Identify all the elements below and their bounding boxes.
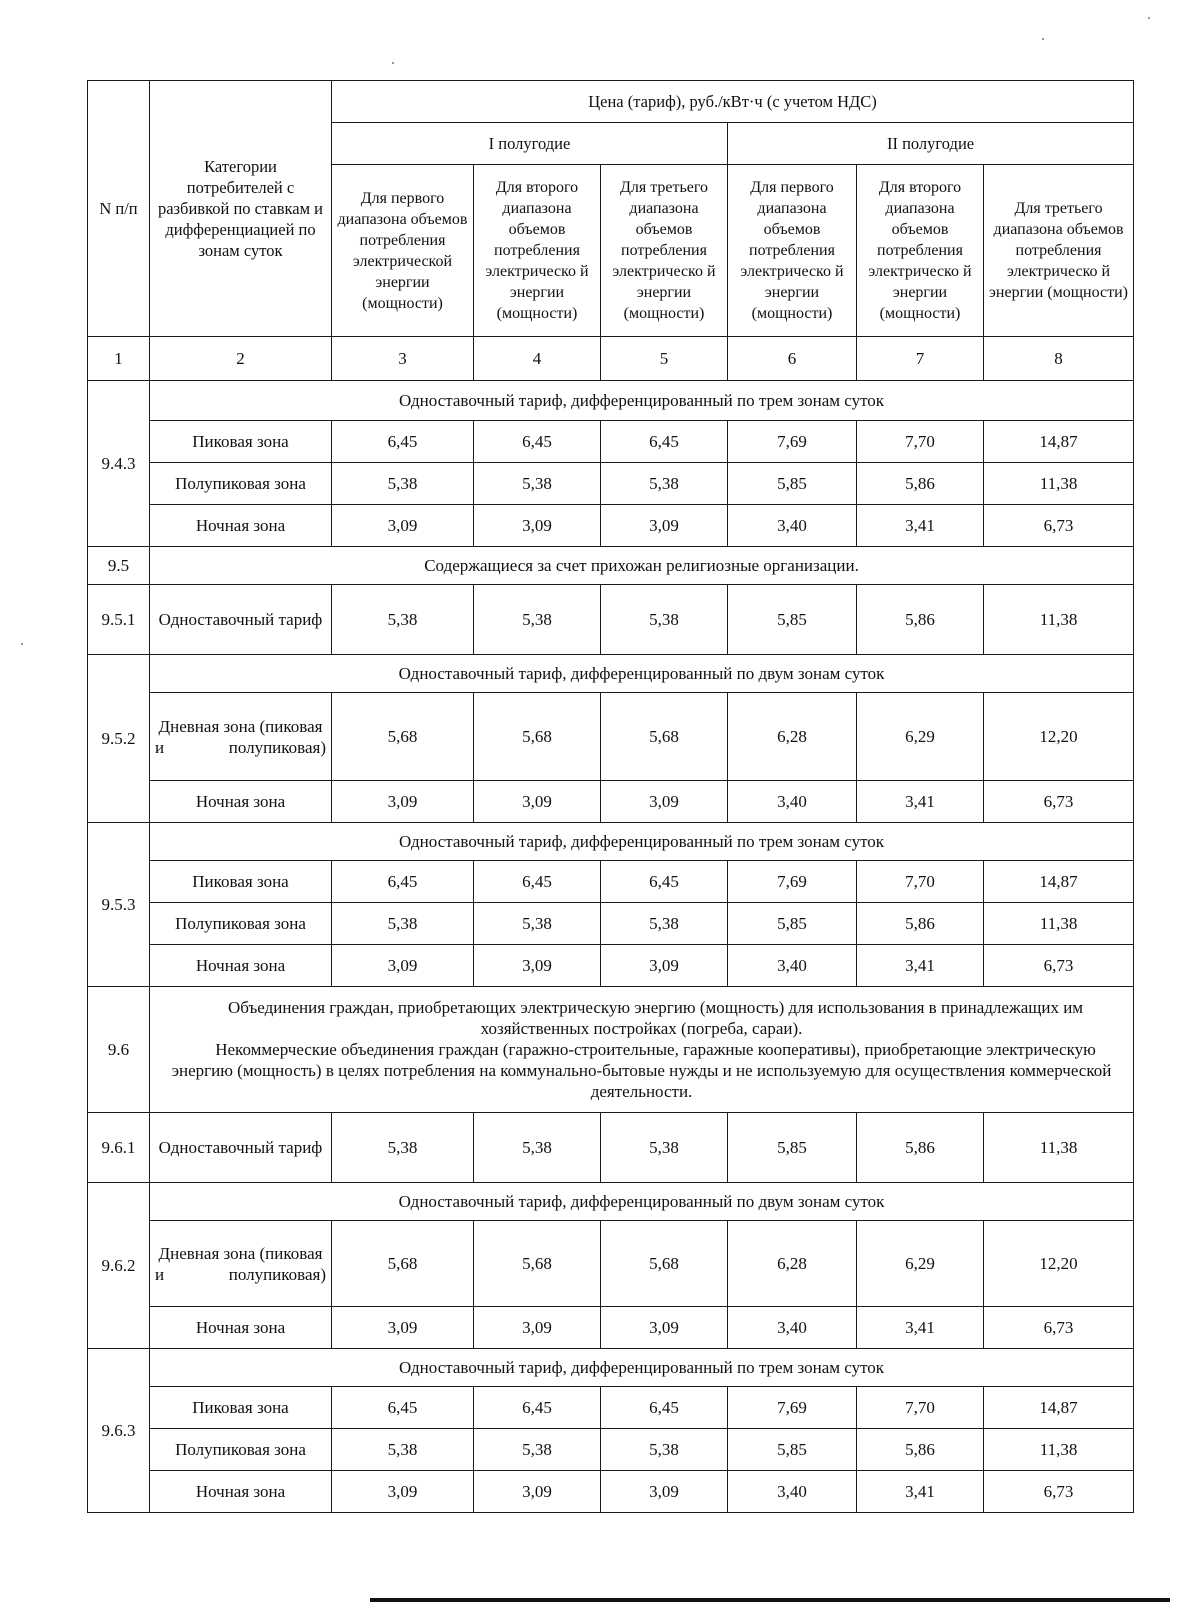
price-cell: 3,09 xyxy=(332,945,474,987)
price-cell: 3,41 xyxy=(857,781,984,823)
section-row xyxy=(88,655,1134,693)
price-cell: 6,45 xyxy=(474,421,601,463)
price-cell: 11,38 xyxy=(984,585,1134,655)
price-cell: 5,38 xyxy=(474,1113,601,1183)
price-cell: 14,87 xyxy=(984,421,1134,463)
price-cell: 5,68 xyxy=(601,693,728,781)
price-cell: 6,45 xyxy=(601,1387,728,1429)
row-number: 9.6.1 xyxy=(88,1113,150,1183)
table-row xyxy=(88,1113,1134,1183)
half-year-2-header: II полугодие xyxy=(728,123,1134,165)
zone-label: Дневная зона (пиковая и полупиковая) xyxy=(150,693,332,781)
row-number: 9.5.3 xyxy=(88,823,150,987)
range-3-header: Для третьего диапазона объемов потребления электрическо й энергии (мощности) xyxy=(601,165,728,337)
zone-label: Дневная зона (пиковая и полупиковая) xyxy=(150,1221,332,1307)
column-number: 8 xyxy=(984,337,1134,381)
price-cell: 6,45 xyxy=(332,421,474,463)
row-number: 9.5.2 xyxy=(88,655,150,823)
price-cell: 5,85 xyxy=(728,1429,857,1471)
price-cell: 7,69 xyxy=(728,421,857,463)
price-cell: 5,38 xyxy=(332,1113,474,1183)
column-number: 4 xyxy=(474,337,601,381)
column-number: 3 xyxy=(332,337,474,381)
price-cell: 5,68 xyxy=(332,1221,474,1307)
price-cell: 12,20 xyxy=(984,693,1134,781)
price-cell: 11,38 xyxy=(984,903,1134,945)
price-cell: 5,85 xyxy=(728,585,857,655)
table-row xyxy=(88,1307,1134,1349)
price-cell: 3,09 xyxy=(601,781,728,823)
price-cell: 6,45 xyxy=(332,861,474,903)
section-row xyxy=(88,547,1134,585)
price-cell: 5,38 xyxy=(601,903,728,945)
price-cell: 6,29 xyxy=(857,693,984,781)
row-number: 9.5 xyxy=(88,547,150,585)
table-row xyxy=(88,1429,1134,1471)
price-cell: 3,09 xyxy=(474,1471,601,1513)
price-cell: 6,28 xyxy=(728,693,857,781)
range-3-header: Для третьего диапазона объемов потребления электрическо й энергии (мощности) xyxy=(984,165,1134,337)
zone-label: Полупиковая зона xyxy=(150,903,332,945)
price-cell: 6,73 xyxy=(984,781,1134,823)
column-number: 1 xyxy=(88,337,150,381)
table-row xyxy=(88,693,1134,781)
tariff-label: Одноставочный тариф xyxy=(150,585,332,655)
zone-label: Ночная зона xyxy=(150,1471,332,1513)
table-row xyxy=(88,781,1134,823)
row-number: 9.6 xyxy=(88,987,150,1113)
price-cell: 5,86 xyxy=(857,463,984,505)
table-row xyxy=(88,1387,1134,1429)
price-cell: 6,73 xyxy=(984,1307,1134,1349)
price-cell: 6,73 xyxy=(984,945,1134,987)
scan-speck xyxy=(1148,17,1150,19)
price-cell: 3,40 xyxy=(728,945,857,987)
zone-label: Полупиковая зона xyxy=(150,463,332,505)
row-number: 9.4.3 xyxy=(88,381,150,547)
price-cell: 5,38 xyxy=(474,1429,601,1471)
price-cell: 5,85 xyxy=(728,463,857,505)
price-cell: 6,45 xyxy=(474,861,601,903)
tariff-table xyxy=(87,80,1134,1513)
price-cell: 5,68 xyxy=(332,693,474,781)
price-cell: 3,09 xyxy=(332,1307,474,1349)
half-year-1-header: I полугодие xyxy=(332,123,728,165)
price-cell: 5,38 xyxy=(601,1429,728,1471)
table-row xyxy=(88,1221,1134,1307)
section-title: Одноставочный тариф, дифференцированный по трем зонам суток xyxy=(150,381,1134,421)
price-cell: 7,70 xyxy=(857,421,984,463)
price-cell: 5,86 xyxy=(857,903,984,945)
price-cell: 6,73 xyxy=(984,1471,1134,1513)
zone-label: Ночная зона xyxy=(150,945,332,987)
price-cell: 11,38 xyxy=(984,1113,1134,1183)
section-row xyxy=(88,1349,1134,1387)
scan-speck xyxy=(1042,38,1044,40)
price-cell: 3,09 xyxy=(474,505,601,547)
section-title: Одноставочный тариф, дифференцированный по двум зонам суток xyxy=(150,655,1134,693)
description-paragraph: Некоммерческие объединения граждан (гаражно-строительные, гаражные кооперативы), приобретающие электрическую энергию (мощность) в целях потребления на коммунально-бытовые нужды и не используемую для осуществления коммерческой деятельности. xyxy=(171,1040,1112,1101)
price-cell: 7,69 xyxy=(728,861,857,903)
price-cell: 3,09 xyxy=(601,1471,728,1513)
price-cell: 11,38 xyxy=(984,1429,1134,1471)
price-cell: 5,38 xyxy=(474,463,601,505)
section-title: Одноставочный тариф, дифференцированный по двум зонам суток xyxy=(150,1183,1134,1221)
price-cell: 6,29 xyxy=(857,1221,984,1307)
section-title: Содержащиеся за счет прихожан религиозные организации. xyxy=(150,547,1134,585)
column-number: 5 xyxy=(601,337,728,381)
price-cell: 3,41 xyxy=(857,1307,984,1349)
range-1-header: Для первого диапазона объемов потребления электрической энергии (мощности) xyxy=(332,165,474,337)
price-cell: 3,40 xyxy=(728,781,857,823)
table-row xyxy=(88,903,1134,945)
section-row xyxy=(88,987,1134,1113)
price-cell: 3,09 xyxy=(332,505,474,547)
price-cell: 3,40 xyxy=(728,505,857,547)
price-cell: 7,70 xyxy=(857,1387,984,1429)
table-row xyxy=(88,945,1134,987)
price-cell: 5,38 xyxy=(332,463,474,505)
price-cell: 11,38 xyxy=(984,463,1134,505)
price-cell: 6,45 xyxy=(474,1387,601,1429)
row-number: 9.5.1 xyxy=(88,585,150,655)
table-row xyxy=(88,585,1134,655)
price-cell: 3,09 xyxy=(601,945,728,987)
description-paragraph: Объединения граждан, приобретающих электрическую энергию (мощность) для использования в принадлежащих им хозяйственных постройках (погреба, сараи). xyxy=(228,998,1084,1038)
price-cell: 5,85 xyxy=(728,903,857,945)
price-cell: 3,40 xyxy=(728,1307,857,1349)
price-cell: 7,69 xyxy=(728,1387,857,1429)
price-cell: 3,09 xyxy=(474,1307,601,1349)
price-cell: 3,09 xyxy=(474,945,601,987)
price-cell: 5,38 xyxy=(332,1429,474,1471)
tariff-label: Одноставочный тариф xyxy=(150,1113,332,1183)
price-header: Цена (тариф), руб./кВт·ч (с учетом НДС) xyxy=(332,81,1134,123)
price-cell: 3,41 xyxy=(857,505,984,547)
price-cell: 5,86 xyxy=(857,1113,984,1183)
price-cell: 5,86 xyxy=(857,1429,984,1471)
zone-label: Пиковая зона xyxy=(150,861,332,903)
column-number: 6 xyxy=(728,337,857,381)
price-cell: 5,38 xyxy=(474,585,601,655)
page-bottom-rule xyxy=(370,1598,1170,1602)
section-row xyxy=(88,1183,1134,1221)
section-title: Одноставочный тариф, дифференцированный по трем зонам суток xyxy=(150,823,1134,861)
price-cell: 3,41 xyxy=(857,1471,984,1513)
price-cell: 6,45 xyxy=(601,421,728,463)
price-cell: 3,41 xyxy=(857,945,984,987)
price-cell: 5,38 xyxy=(601,585,728,655)
price-cell: 3,09 xyxy=(332,1471,474,1513)
price-cell: 5,38 xyxy=(474,903,601,945)
zone-label: Полупиковая зона xyxy=(150,1429,332,1471)
scan-speck xyxy=(21,643,23,645)
zone-label: Пиковая зона xyxy=(150,1387,332,1429)
zone-label: Ночная зона xyxy=(150,1307,332,1349)
price-cell: 3,09 xyxy=(474,781,601,823)
price-cell: 7,70 xyxy=(857,861,984,903)
section-description xyxy=(150,987,1134,1113)
price-cell: 14,87 xyxy=(984,861,1134,903)
price-cell: 6,45 xyxy=(601,861,728,903)
row-number: 9.6.2 xyxy=(88,1183,150,1349)
col-header-category: Категории потребителей с разбивкой по ставкам и дифференциацией по зонам суток xyxy=(150,81,332,337)
price-cell: 5,38 xyxy=(601,463,728,505)
column-number: 7 xyxy=(857,337,984,381)
section-row xyxy=(88,381,1134,421)
price-cell: 3,40 xyxy=(728,1471,857,1513)
price-cell: 5,68 xyxy=(474,693,601,781)
price-cell: 12,20 xyxy=(984,1221,1134,1307)
table-row xyxy=(88,421,1134,463)
zone-label: Ночная зона xyxy=(150,505,332,547)
table-row xyxy=(88,861,1134,903)
column-number: 2 xyxy=(150,337,332,381)
price-cell: 3,09 xyxy=(601,1307,728,1349)
price-cell: 3,09 xyxy=(601,505,728,547)
price-cell: 5,38 xyxy=(332,585,474,655)
table-row xyxy=(88,505,1134,547)
price-cell: 14,87 xyxy=(984,1387,1134,1429)
range-1-header: Для первого диапазона объемов потребления электрическо й энергии (мощности) xyxy=(728,165,857,337)
price-cell: 5,38 xyxy=(601,1113,728,1183)
price-cell: 3,09 xyxy=(332,781,474,823)
price-cell: 5,68 xyxy=(601,1221,728,1307)
price-cell: 6,28 xyxy=(728,1221,857,1307)
price-cell: 5,86 xyxy=(857,585,984,655)
price-cell: 5,68 xyxy=(474,1221,601,1307)
row-number: 9.6.3 xyxy=(88,1349,150,1513)
section-title: Одноставочный тариф, дифференцированный по трем зонам суток xyxy=(150,1349,1134,1387)
price-cell: 6,45 xyxy=(332,1387,474,1429)
price-cell: 5,85 xyxy=(728,1113,857,1183)
zone-label: Ночная зона xyxy=(150,781,332,823)
header-row-price xyxy=(88,81,1134,123)
range-2-header: Для второго диапазона объемов потребления электрическо й энергии (мощности) xyxy=(857,165,984,337)
table-row xyxy=(88,463,1134,505)
price-cell: 6,73 xyxy=(984,505,1134,547)
price-cell: 5,38 xyxy=(332,903,474,945)
column-number-row xyxy=(88,337,1134,381)
table-row xyxy=(88,1471,1134,1513)
scan-speck xyxy=(392,62,394,64)
range-2-header: Для второго диапазона объемов потребления электрическо й энергии (мощности) xyxy=(474,165,601,337)
zone-label: Пиковая зона xyxy=(150,421,332,463)
col-header-number: N п/п xyxy=(88,81,150,337)
section-row xyxy=(88,823,1134,861)
